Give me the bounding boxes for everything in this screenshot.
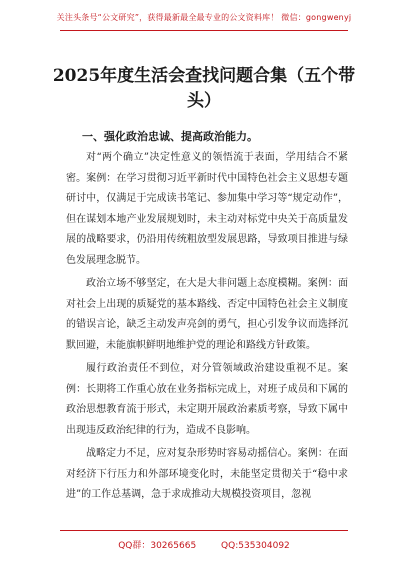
- footer-qq: QQ:535304092: [221, 541, 290, 551]
- header-divider: [60, 30, 348, 31]
- paragraph: 战略定力不足，应对复杂形势时容易动摇信心。案例：在面对经济下行压力和外部环境变化时，未能坚定贯彻关于“稳中求进”的工作总基调，急于求成推动大规模投资项目，忽视: [66, 448, 348, 500]
- document-body: [66, 148, 348, 509]
- footer: [0, 538, 408, 551]
- footer-divider: [60, 530, 348, 531]
- paragraph: 履行政治责任不到位，对分管领域政治建设重视不足。案例：长期将工作重心放在业务指标完成上，对班子成员和下属的政治思想教育流于形式，未定期开展政治素质考察，导致下属中出现违反政治纪律的行为，造成不良影响。: [66, 363, 348, 436]
- footer-qq-group: QQ群：30265665: [118, 541, 197, 551]
- document-title: 2025年度生活会查找问题合集（五个带头）: [52, 66, 356, 111]
- paragraph: 政治立场不够坚定，在大是大非问题上态度模糊。案例：面对社会上出现的质疑党的基本路线、否定中国特色社会主义制度的错误言论，缺乏主动发声亮剑的勇气，担心引发争议而选择沉默回避，未能旗帜鲜明地维护党的理论和路线方针政策。: [66, 278, 348, 351]
- paragraph: 对“两个确立”决定性意义的领悟流于表面，学用结合不紧密。案例：在学习贯彻习近平新时代中国特色社会主义思想专题研讨中，仅满足于完成读书笔记、参加集中学习等“规定动作”，但在谋划本地产业发展规划时，未主动对标党中央关于高质量发展的战略要求，仍沿用传统粗放型发展思路，导致项目推进与绿色发展理念脱节。: [66, 152, 348, 266]
- section-heading: 一、强化政治忠诚、提高政治能力。: [82, 130, 258, 143]
- header-banner: 关注头条号“公文研究”，获得最新最全最专业的公文资料库！ 微信：gongwenyj: [56, 13, 352, 22]
